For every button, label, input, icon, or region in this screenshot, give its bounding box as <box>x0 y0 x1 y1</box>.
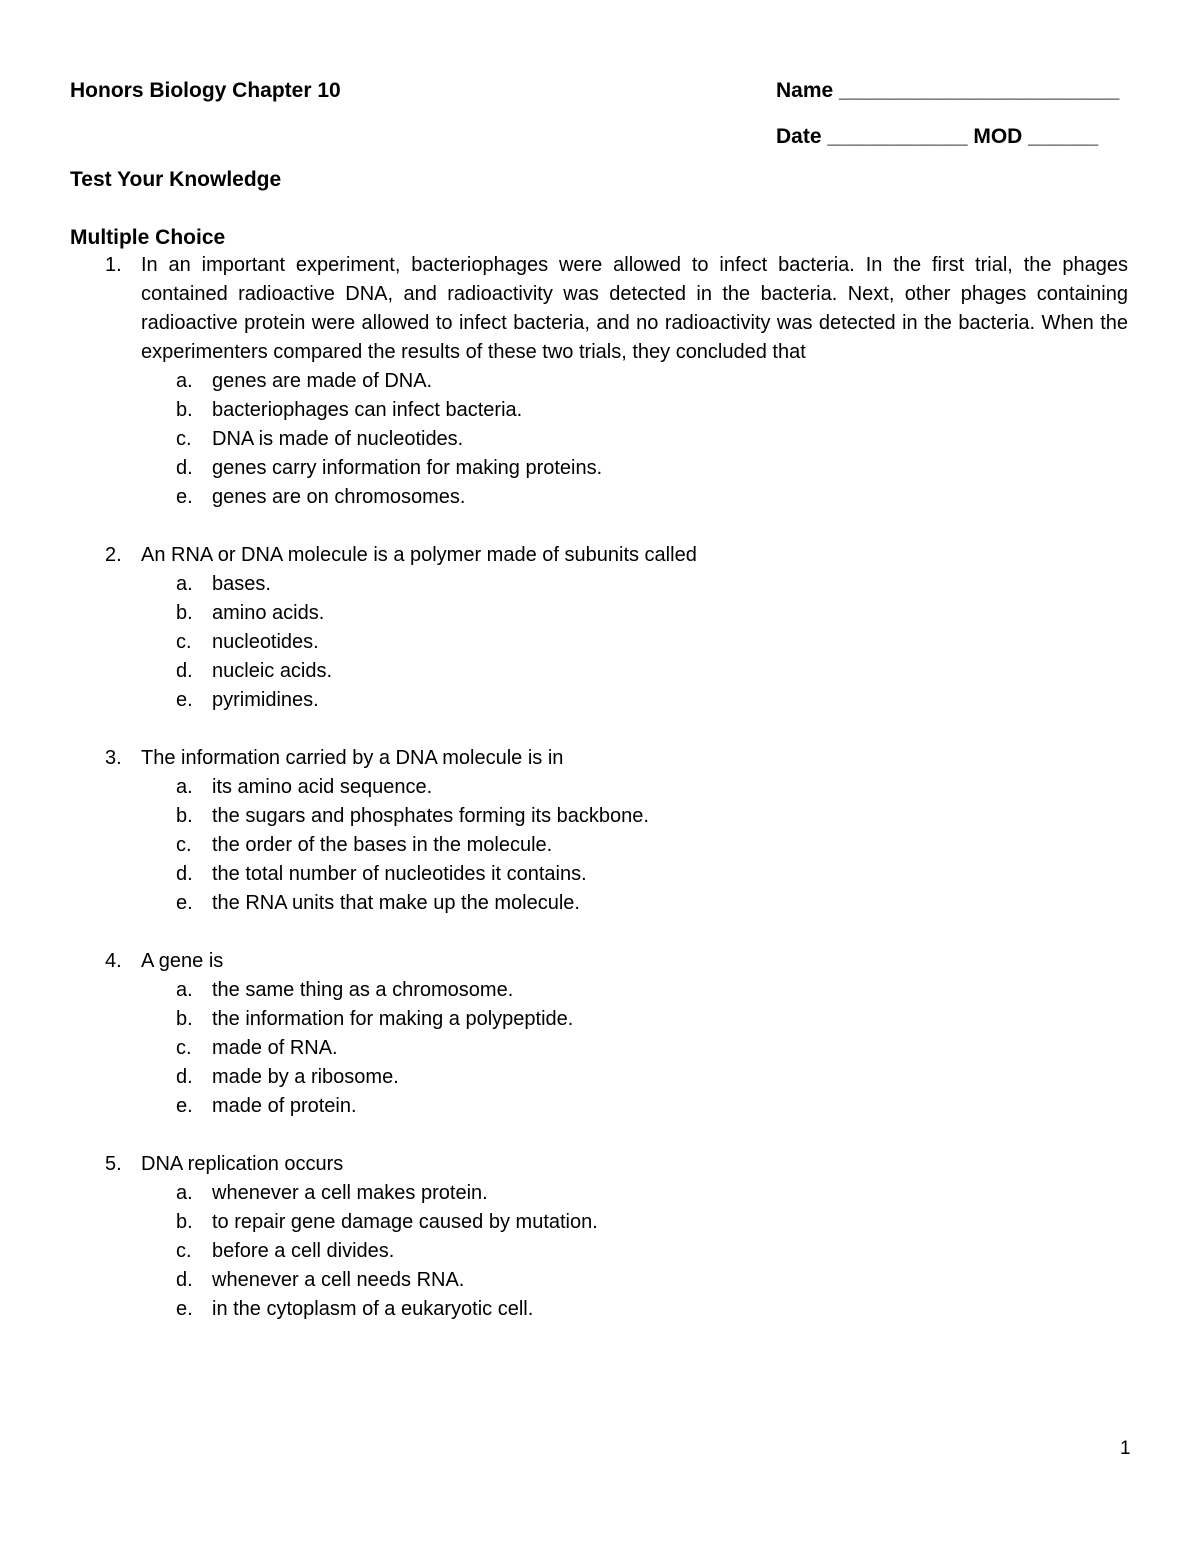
answer-options <box>70 367 1128 512</box>
answer-option <box>70 1092 1128 1121</box>
option-letter: d. <box>176 660 193 682</box>
option-text: genes are on chromosomes. <box>212 486 466 508</box>
option-text: to repair gene damage caused by mutation. <box>212 1211 598 1233</box>
question-text: In an important experiment, bacteriophages were allowed to infect bacteria. In the first trial, the phages contained radioactive DNA, and radioactivity was detected in the bacteria. Next, other phages containing radioactive protein were allowed to infect bacteria, and no radioactivity was detected in the bacteria. When the experimenters compared the results of these two trials, they concluded that <box>141 254 1128 363</box>
option-letter: b. <box>176 399 193 421</box>
question-number: 1. <box>105 254 122 276</box>
question-text: The information carried by a DNA molecule is in <box>141 747 564 769</box>
answer-option <box>70 1295 1128 1324</box>
answer-option <box>70 802 1128 831</box>
answer-options <box>70 1179 1128 1324</box>
answer-option <box>70 686 1128 715</box>
option-text: the same thing as a chromosome. <box>212 979 514 1001</box>
option-letter: e. <box>176 689 193 711</box>
option-letter: d. <box>176 863 193 885</box>
answer-option <box>70 454 1128 483</box>
question-text: An RNA or DNA molecule is a polymer made of subunits called <box>141 544 697 566</box>
date-mod-field-line: Date ____________ MOD ______ <box>776 125 1099 148</box>
option-text: genes carry information for making proteins. <box>212 457 603 479</box>
option-letter: c. <box>176 834 192 856</box>
answer-option <box>70 1034 1128 1063</box>
option-text: amino acids. <box>212 602 325 624</box>
question-2 <box>70 541 1128 715</box>
question-5 <box>70 1150 1128 1324</box>
option-letter: c. <box>176 428 192 450</box>
answer-option <box>70 599 1128 628</box>
option-letter: b. <box>176 602 193 624</box>
option-letter: c. <box>176 1240 192 1262</box>
answer-options <box>70 773 1128 918</box>
option-text: bases. <box>212 573 271 595</box>
option-text: bacteriophages can infect bacteria. <box>212 399 523 421</box>
option-text: made of RNA. <box>212 1037 338 1059</box>
answer-option <box>70 1237 1128 1266</box>
option-letter: d. <box>176 457 193 479</box>
answer-option <box>70 483 1128 512</box>
answer-option <box>70 396 1128 425</box>
option-letter: c. <box>176 1037 192 1059</box>
question-text: DNA replication occurs <box>141 1153 344 1175</box>
answer-option <box>70 976 1128 1005</box>
option-text: whenever a cell makes protein. <box>212 1182 488 1204</box>
option-text: before a cell divides. <box>212 1240 395 1262</box>
option-letter: e. <box>176 486 193 508</box>
option-letter: b. <box>176 1008 193 1030</box>
option-letter: d. <box>176 1066 193 1088</box>
answer-option <box>70 860 1128 889</box>
option-text: nucleic acids. <box>212 660 333 682</box>
option-text: nucleotides. <box>212 631 319 653</box>
answer-option <box>70 367 1128 396</box>
option-text: pyrimidines. <box>212 689 319 711</box>
option-text: the order of the bases in the molecule. <box>212 834 553 856</box>
option-letter: a. <box>176 573 193 595</box>
question-number: 5. <box>105 1153 122 1175</box>
option-text: made by a ribosome. <box>212 1066 399 1088</box>
option-text: in the cytoplasm of a eukaryotic cell. <box>212 1298 534 1320</box>
option-letter: a. <box>176 979 193 1001</box>
option-text: made of protein. <box>212 1095 357 1117</box>
option-text: its amino acid sequence. <box>212 776 433 798</box>
answer-option <box>70 1208 1128 1237</box>
answer-options <box>70 570 1128 715</box>
answer-option <box>70 657 1128 686</box>
option-text: the sugars and phosphates forming its backbone. <box>212 805 649 827</box>
answer-option <box>70 773 1128 802</box>
option-text: the total number of nucleotides it contains. <box>212 863 587 885</box>
answer-option <box>70 1005 1128 1034</box>
subsection-title: Multiple Choice <box>70 226 226 249</box>
option-letter: e. <box>176 1298 193 1320</box>
option-text: the information for making a polypeptide. <box>212 1008 574 1030</box>
question-list <box>70 251 1128 1324</box>
question-1 <box>70 251 1128 512</box>
answer-option <box>70 889 1128 918</box>
question-number: 2. <box>105 544 122 566</box>
option-text: genes are made of DNA. <box>212 370 433 392</box>
answer-option <box>70 831 1128 860</box>
answer-option <box>70 425 1128 454</box>
option-letter: b. <box>176 1211 193 1233</box>
option-letter: b. <box>176 805 193 827</box>
section-title: Test Your Knowledge <box>70 168 282 191</box>
answer-option <box>70 628 1128 657</box>
answer-option <box>70 1179 1128 1208</box>
option-letter: e. <box>176 1095 193 1117</box>
question-4 <box>70 947 1128 1121</box>
answer-options <box>70 976 1128 1121</box>
option-letter: a. <box>176 370 193 392</box>
question-number: 3. <box>105 747 122 769</box>
option-letter: d. <box>176 1269 193 1291</box>
answer-option <box>70 1266 1128 1295</box>
option-text: the RNA units that make up the molecule. <box>212 892 580 914</box>
question-number: 4. <box>105 950 122 972</box>
option-letter: c. <box>176 631 192 653</box>
option-text: whenever a cell needs RNA. <box>212 1269 465 1291</box>
answer-option <box>70 570 1128 599</box>
answer-option <box>70 1063 1128 1092</box>
name-field-line: Name ________________________ <box>776 79 1120 102</box>
document-title: Honors Biology Chapter 10 <box>70 79 341 102</box>
question-3 <box>70 744 1128 918</box>
option-letter: a. <box>176 776 193 798</box>
page-number: 1 <box>1120 1438 1131 1459</box>
option-letter: e. <box>176 892 193 914</box>
option-text: DNA is made of nucleotides. <box>212 428 464 450</box>
question-text: A gene is <box>141 950 224 972</box>
option-letter: a. <box>176 1182 193 1204</box>
